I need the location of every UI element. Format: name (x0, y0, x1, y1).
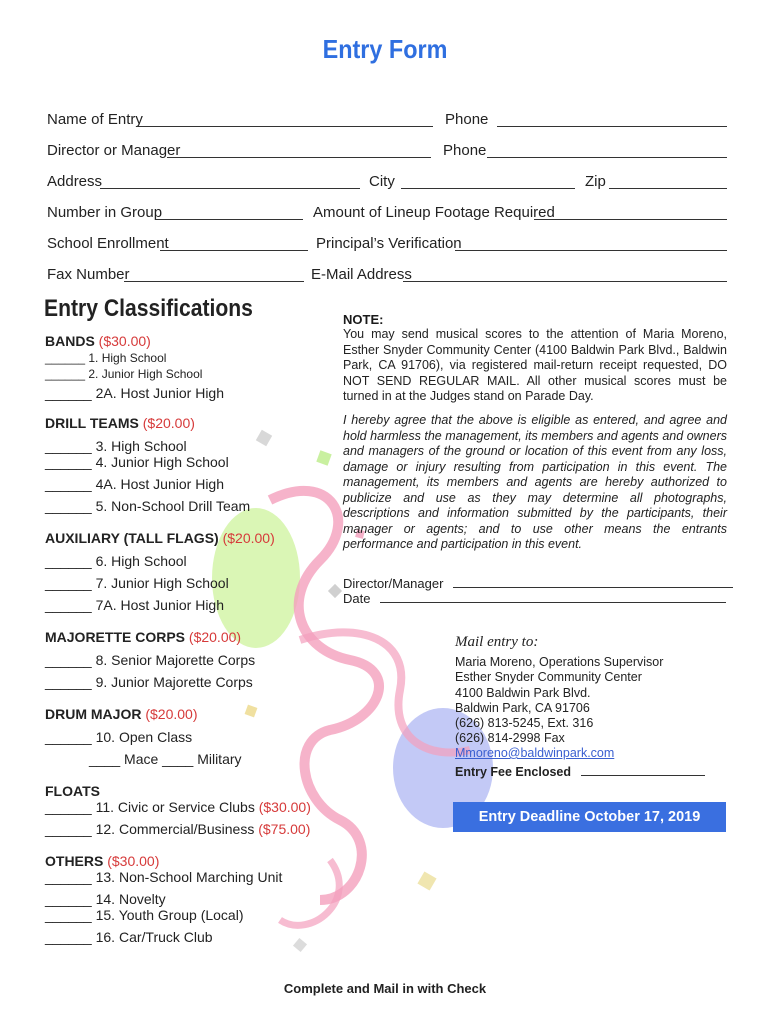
majorette-heading: MAJORETTE CORPS ($20.00) (45, 629, 242, 645)
city-field[interactable] (401, 175, 575, 189)
class-item-2[interactable]: ______ 2. Junior High School (45, 367, 203, 381)
phone-label-2: Phone (443, 142, 487, 159)
class-item-15[interactable]: ______ 15. Youth Group (Local) (45, 907, 244, 923)
phone-field-2[interactable] (487, 144, 727, 158)
class-item-11[interactable]: ______ 11. Civic or Service Clubs ($30.00) (45, 799, 311, 815)
director-signature-field[interactable] (453, 574, 733, 588)
mail-line-6: (626) 814-2998 Fax (455, 731, 565, 745)
principal-verification-field[interactable] (455, 237, 727, 251)
note-heading: NOTE: (343, 312, 384, 327)
email-field[interactable] (403, 268, 727, 282)
mail-email-link[interactable]: Mmoreno@baldwinpark.com (455, 746, 615, 760)
school-enrollment-label: School Enrollment (47, 235, 169, 252)
class-item-4[interactable]: ______ 4. Junior High School (45, 454, 229, 470)
mail-line-3: 4100 Baldwin Park Blvd. (455, 686, 591, 700)
class-item-13[interactable]: ______ 13. Non-School Marching Unit (45, 869, 283, 885)
principal-verification-label: Principal’s Verification (316, 235, 462, 252)
class-item-7a[interactable]: ______ 7A. Host Junior High (45, 597, 224, 613)
note-text: You may send musical scores to the attention of Maria Moreno, Esther Snyder Community Center (4100 Baldwin Park Blvd., Baldwin Park, CA 91706), via registered mail-return receipt requested, DO NOT SEND REGULAR MAIL. All other musical scores must be turned in at the Judges stand on Parade Day. (343, 327, 727, 403)
class-item-4a[interactable]: ______ 4A. Host Junior High (45, 476, 224, 492)
date-field[interactable] (380, 589, 726, 603)
agreement-text: I hereby agree that the above is eligible as entered, and agree and hold harmless the management, its members and agents and owners and managers of the ground or location of this event from any loss, damage or injury resulting from participation in this event. The management, its members and agents are hereby authorized to publicize and use as they may determine all photographs, descriptions and information submitted by the participants, their manager or agents; and to use other means the entrants performance and participation in this event. (343, 413, 727, 551)
director-label: Director or Manager (47, 142, 181, 159)
phone-field-1[interactable] (497, 113, 727, 127)
name-of-entry-field[interactable] (137, 113, 433, 127)
number-in-group-field[interactable] (155, 206, 303, 220)
director-signature-label: Director/Manager (343, 576, 444, 591)
address-field[interactable] (100, 175, 360, 189)
form-title: Entry Form (322, 34, 448, 64)
mail-heading: Mail entry to: (455, 634, 539, 650)
address-label: Address (47, 173, 103, 190)
email-label: E-Mail Address (311, 266, 412, 283)
bands-heading: BANDS ($30.00) (45, 333, 151, 349)
mail-line-2: Esther Snyder Community Center (455, 670, 642, 684)
lineup-footage-field[interactable] (534, 206, 727, 220)
class-item-14[interactable]: ______ 14. Novelty (45, 891, 166, 907)
deadline-banner: Entry Deadline October 17, 2019 (453, 802, 726, 832)
drill-teams-heading: DRILL TEAMS ($20.00) (45, 415, 195, 431)
fax-number-field[interactable] (124, 268, 304, 282)
phone-label-1: Phone (445, 111, 489, 128)
drum-major-heading: DRUM MAJOR ($20.00) (45, 706, 198, 722)
class-item-3[interactable]: ______ 3. High School (45, 438, 187, 454)
classifications-heading: Entry Classifications (44, 295, 253, 322)
city-label: City (369, 173, 395, 190)
auxiliary-heading: AUXILIARY (TALL FLAGS) ($20.00) (45, 530, 275, 546)
class-item-1[interactable]: ______ 1. High School (45, 351, 167, 365)
date-label: Date (343, 591, 371, 606)
footer-text: Complete and Mail in with Check (283, 981, 487, 996)
class-item-7[interactable]: ______ 7. Junior High School (45, 575, 229, 591)
zip-label: Zip (585, 173, 606, 190)
entry-fee-label: Entry Fee Enclosed (455, 765, 572, 779)
number-in-group-label: Number in Group (47, 204, 163, 221)
class-item-10[interactable]: ______ 10. Open Class (45, 729, 193, 745)
class-item-2a[interactable]: ______ 2A. Host Junior High (45, 385, 224, 401)
entry-fee-field[interactable] (581, 762, 705, 776)
name-of-entry-label: Name of Entry (47, 111, 143, 128)
mail-line-4: Baldwin Park, CA 91706 (455, 701, 590, 715)
mace-military-choice[interactable]: ____ Mace ____ Military (89, 751, 242, 767)
class-item-8[interactable]: ______ 8. Senior Majorette Corps (45, 652, 256, 668)
zip-field[interactable] (609, 175, 727, 189)
class-item-16[interactable]: ______ 16. Car/Truck Club (45, 929, 213, 945)
lineup-footage-label: Amount of Lineup Footage Required (313, 204, 555, 221)
entry-fee-row (455, 762, 705, 779)
director-field[interactable] (167, 144, 431, 158)
class-item-6[interactable]: ______ 6. High School (45, 553, 187, 569)
date-row (343, 589, 726, 606)
fax-number-label: Fax Number (47, 266, 130, 283)
floats-heading: FLOATS (45, 783, 100, 799)
mail-line-5: (626) 813-5245, Ext. 316 (455, 716, 594, 730)
school-enrollment-field[interactable] (160, 237, 308, 251)
class-item-12[interactable]: ______ 12. Commercial/Business ($75.00) (45, 821, 311, 837)
mail-line-1: Maria Moreno, Operations Supervisor (455, 655, 664, 669)
others-heading: OTHERS ($30.00) (45, 853, 160, 869)
class-item-9[interactable]: ______ 9. Junior Majorette Corps (45, 674, 253, 690)
class-item-5[interactable]: ______ 5. Non-School Drill Team (45, 498, 251, 514)
